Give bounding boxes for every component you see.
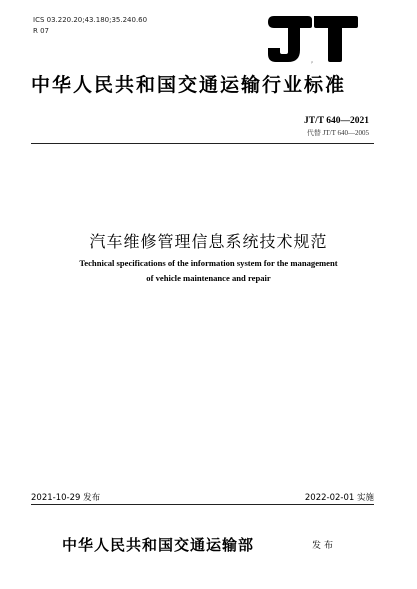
standard-category-title: 中华人民共和国交通运输行业标准 <box>31 74 347 96</box>
replaces-standard: 代替 JT/T 640—2005 <box>306 129 369 137</box>
top-divider <box>31 143 374 144</box>
classification-code: R 07 <box>33 27 49 35</box>
english-title-line-1: Technical specifications of the information system for the management <box>79 258 338 268</box>
jt-logo-text: JT <box>311 62 313 64</box>
standard-number: JT/T 640—2021 <box>303 116 369 126</box>
english-document-title <box>40 256 377 286</box>
bottom-divider <box>31 504 374 505</box>
chinese-document-title: 汽车维修管理信息系统技术规范 <box>89 232 328 251</box>
ics-code: ICS 03.220.20;43.180;35.240.60 <box>33 16 148 24</box>
implementation-date: 2022-02-01 实施 <box>304 493 374 503</box>
issuing-authority: 中华人民共和国交通运输部 <box>62 536 255 554</box>
english-title-line-2: of vehicle maintenance and repair <box>146 273 271 283</box>
publish-label: 发布 <box>312 541 337 551</box>
jt-logo-icon <box>264 14 360 64</box>
issue-date: 2021-10-29 发布 <box>31 493 101 503</box>
